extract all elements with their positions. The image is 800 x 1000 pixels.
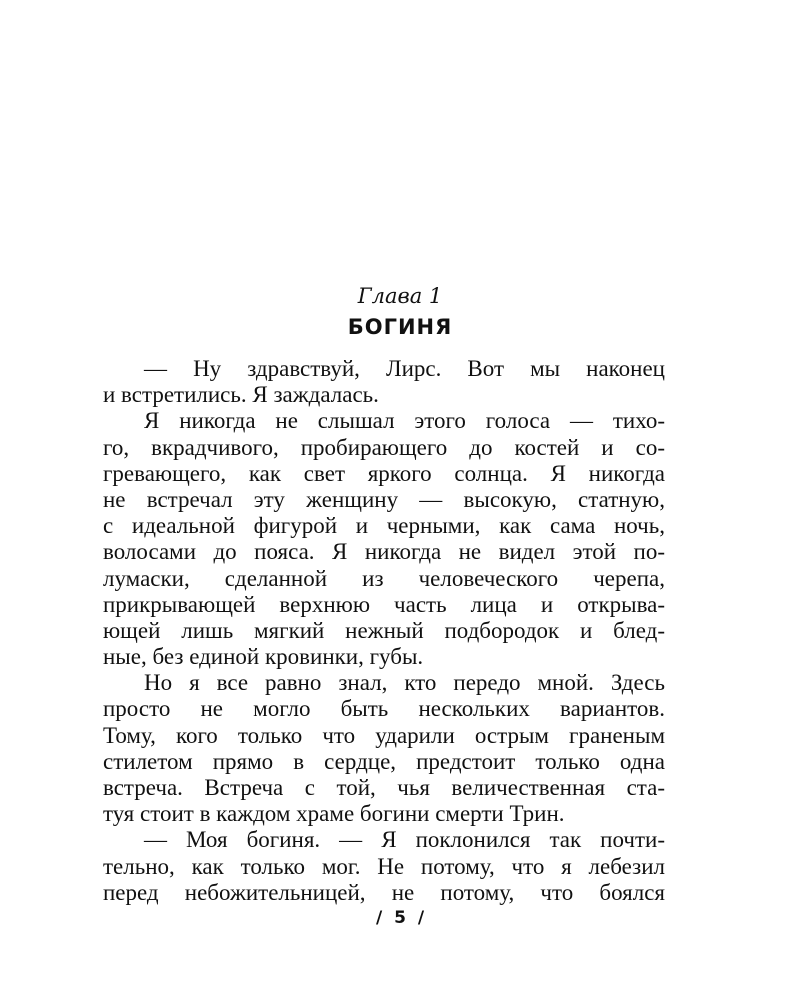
text-line: — Моя богиня. — Я поклонился так почти- xyxy=(144,827,665,853)
text-line: встреча. Встреча с той, чья величественная ста- xyxy=(103,775,665,800)
text-line: го, вкрадчивого, пробирающего до костей и со- xyxy=(103,434,665,460)
text-line: лумаски, сделанной из человеческого черепа, xyxy=(103,565,665,591)
page-number: / 5 / xyxy=(375,908,425,928)
chapter-label: Глава 1 xyxy=(357,284,443,308)
text-line: не встречал эту женщину — высокую, статную, xyxy=(103,486,665,512)
text-line: с идеальной фигурой и черными, как сама ночь, xyxy=(103,513,665,539)
text-line: Тому, кого только что ударили острым граненым xyxy=(103,722,665,748)
text-line: и встретились. Я заждалась. xyxy=(103,382,379,408)
text-line: просто не могло быть нескольких вариантов. xyxy=(103,696,665,722)
body-text xyxy=(103,356,665,906)
text-line: ные, без единой кровинки, губы. xyxy=(103,644,424,670)
text-line: — Ну здравствуй, Лирс. Вот мы наконец xyxy=(144,356,665,381)
text-line: прикрывающей верхнюю часть лица и открыва- xyxy=(103,591,665,617)
text-line: стилетом прямо в сердце, предстоит только одна xyxy=(103,748,665,774)
text-line: туя стоит в каждом храме богини смерти Трин. xyxy=(103,801,565,827)
chapter-title: БОГИНЯ xyxy=(347,315,453,339)
text-line: тельно, как только мог. Не потому, что я лебезил xyxy=(103,853,665,879)
text-line: ющей лишь мягкий нежный подбородок и блед- xyxy=(103,617,665,643)
text-line: Но я все равно знал, кто передо мной. Здесь xyxy=(144,670,665,696)
text-line: перед небожительницей, не потому, что боялся xyxy=(103,879,665,905)
text-line: волосами до пояса. Я никогда не видел этой по- xyxy=(103,539,665,565)
text-line: гревающего, как свет яркого солнца. Я никогда xyxy=(103,460,665,486)
text-line: Я никогда не слышал этого голоса — тихо- xyxy=(144,408,665,434)
